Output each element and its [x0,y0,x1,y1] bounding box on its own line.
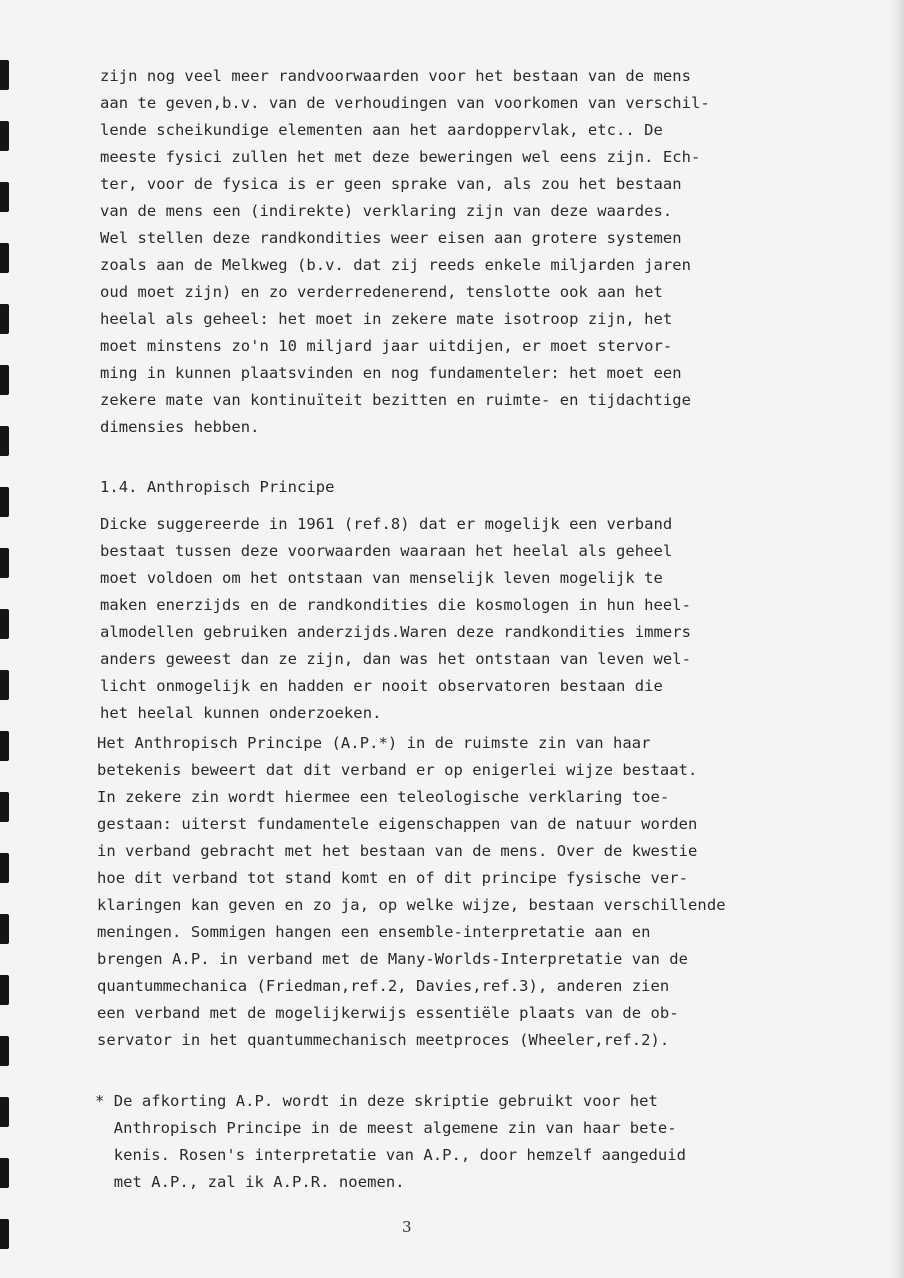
binding-hole [0,731,9,761]
text-line: gestaan: uiterst fundamentele eigenschappen van de natuur worden [97,815,698,833]
binding-hole [0,365,9,395]
binding-hole [0,1219,9,1249]
binding-hole [0,182,9,212]
binding-hole [0,487,9,517]
text-line: maken enerzijds en de randkondities die kosmologen in hun heel- [100,596,692,614]
text-line: een verband met de mogelijkerwijs essentiële plaats van de ob- [97,1004,679,1022]
text-line: zekere mate van kontinuïteit bezitten en ruimte- en tijdachtige [100,391,692,409]
text-line: ming in kunnen plaatsvinden en nog fundamenteler: het moet een [100,364,682,382]
text-line: Het Anthropisch Principe (A.P.*) in de ruimste zin van haar [97,734,651,752]
text-line: meeste fysici zullen het met deze beweringen wel eens zijn. Ech- [100,148,701,166]
binding-hole [0,792,9,822]
footnote [95,1088,835,1196]
text-line: quantummechanica (Friedman,ref.2, Davies,ref.3), anderen zien [97,977,670,995]
binding-hole [0,121,9,151]
spiral-binding [0,40,14,1278]
binding-hole [0,1097,9,1127]
binding-hole [0,1036,9,1066]
text-line: Dicke suggereerde in 1961 (ref.8) dat er mogelijk een verband [100,515,673,533]
footnote-line: * De afkorting A.P. wordt in deze skriptie gebruikt voor het [95,1092,658,1110]
text-line: licht onmogelijk en hadden er nooit observatoren bestaan die [100,677,663,695]
binding-hole [0,304,9,334]
text-line: het heelal kunnen onderzoeken. [100,704,382,722]
binding-hole [0,975,9,1005]
text-line: anders geweest dan ze zijn, dan was het ontstaan van leven wel- [100,650,692,668]
footnote-line: kenis. Rosen's interpretatie van A.P., door hemzelf aangeduid [95,1146,687,1164]
text-line: In zekere zin wordt hiermee een teleologische verklaring toe- [97,788,670,806]
text-line: bestaat tussen deze voorwaarden waaraan het heelal als geheel [100,542,673,560]
text-line: klaringen kan geven en zo ja, op welke wijze, bestaan verschillende [97,896,726,914]
binding-hole [0,426,9,456]
footnote-line: met A.P., zal ik A.P.R. noemen. [95,1173,405,1191]
text-line: ter, voor de fysica is er geen sprake van, als zou het bestaan [100,175,682,193]
section-heading: 1.4. Anthropisch Principe [100,478,335,496]
binding-hole [0,609,9,639]
paragraph-dicke [100,511,840,727]
binding-hole [0,548,9,578]
binding-hole [0,1158,9,1188]
binding-hole [0,914,9,944]
paragraph-constraints [100,63,840,443]
binding-hole [0,853,9,883]
binding-hole [0,60,9,90]
text-line: brengen A.P. in verband met de Many-Worlds-Interpretatie van de [97,950,689,968]
text-line: in verband gebracht met het bestaan van de mens. Over de kwestie [97,842,698,860]
text-line: aan te geven,b.v. van de verhoudingen van voorkomen van verschil- [100,94,710,112]
binding-hole [0,243,9,273]
text-line: betekenis beweert dat dit verband er op enigerlei wijze bestaat. [97,761,698,779]
text-line: Wel stellen deze randkondities weer eisen aan grotere systemen [100,229,682,247]
text-line: moet minstens zo'n 10 miljard jaar uitdijen, er moet stervor- [100,337,673,355]
text-line: oud moet zijn) en zo verderredenerend, tenslotte ook aan het [100,283,663,301]
text-line: servator in het quantummechanisch meetproces (Wheeler,ref.2). [97,1031,670,1049]
page-edge [890,0,904,1278]
text-line: meningen. Sommigen hangen een ensemble-interpretatie aan en [97,923,651,941]
binding-hole [0,670,9,700]
page-number: 3 [402,1218,412,1236]
text-line: moet voldoen om het ontstaan van menselijk leven mogelijk te [100,569,663,587]
text-line: lende scheikundige elementen aan het aardoppervlak, etc.. De [100,121,663,139]
text-line: zoals aan de Melkweg (b.v. dat zij reeds enkele miljarden jaren [100,256,692,274]
footnote-line: Anthropisch Principe in de meest algemene zin van haar bete- [95,1119,677,1137]
text-line: dimensies hebben. [100,418,260,436]
text-line: van de mens een (indirekte) verklaring zijn van deze waardes. [100,202,673,220]
text-line: almodellen gebruiken anderzijds.Waren deze randkondities immers [100,623,692,641]
text-line: zijn nog veel meer randvoorwaarden voor het bestaan van de mens [100,67,692,85]
text-line: hoe dit verband tot stand komt en of dit principe fysische ver- [97,869,689,887]
text-line: heelal als geheel: het moet in zekere mate isotroop zijn, het [100,310,673,328]
paragraph-anthropic-principle [97,730,837,1054]
